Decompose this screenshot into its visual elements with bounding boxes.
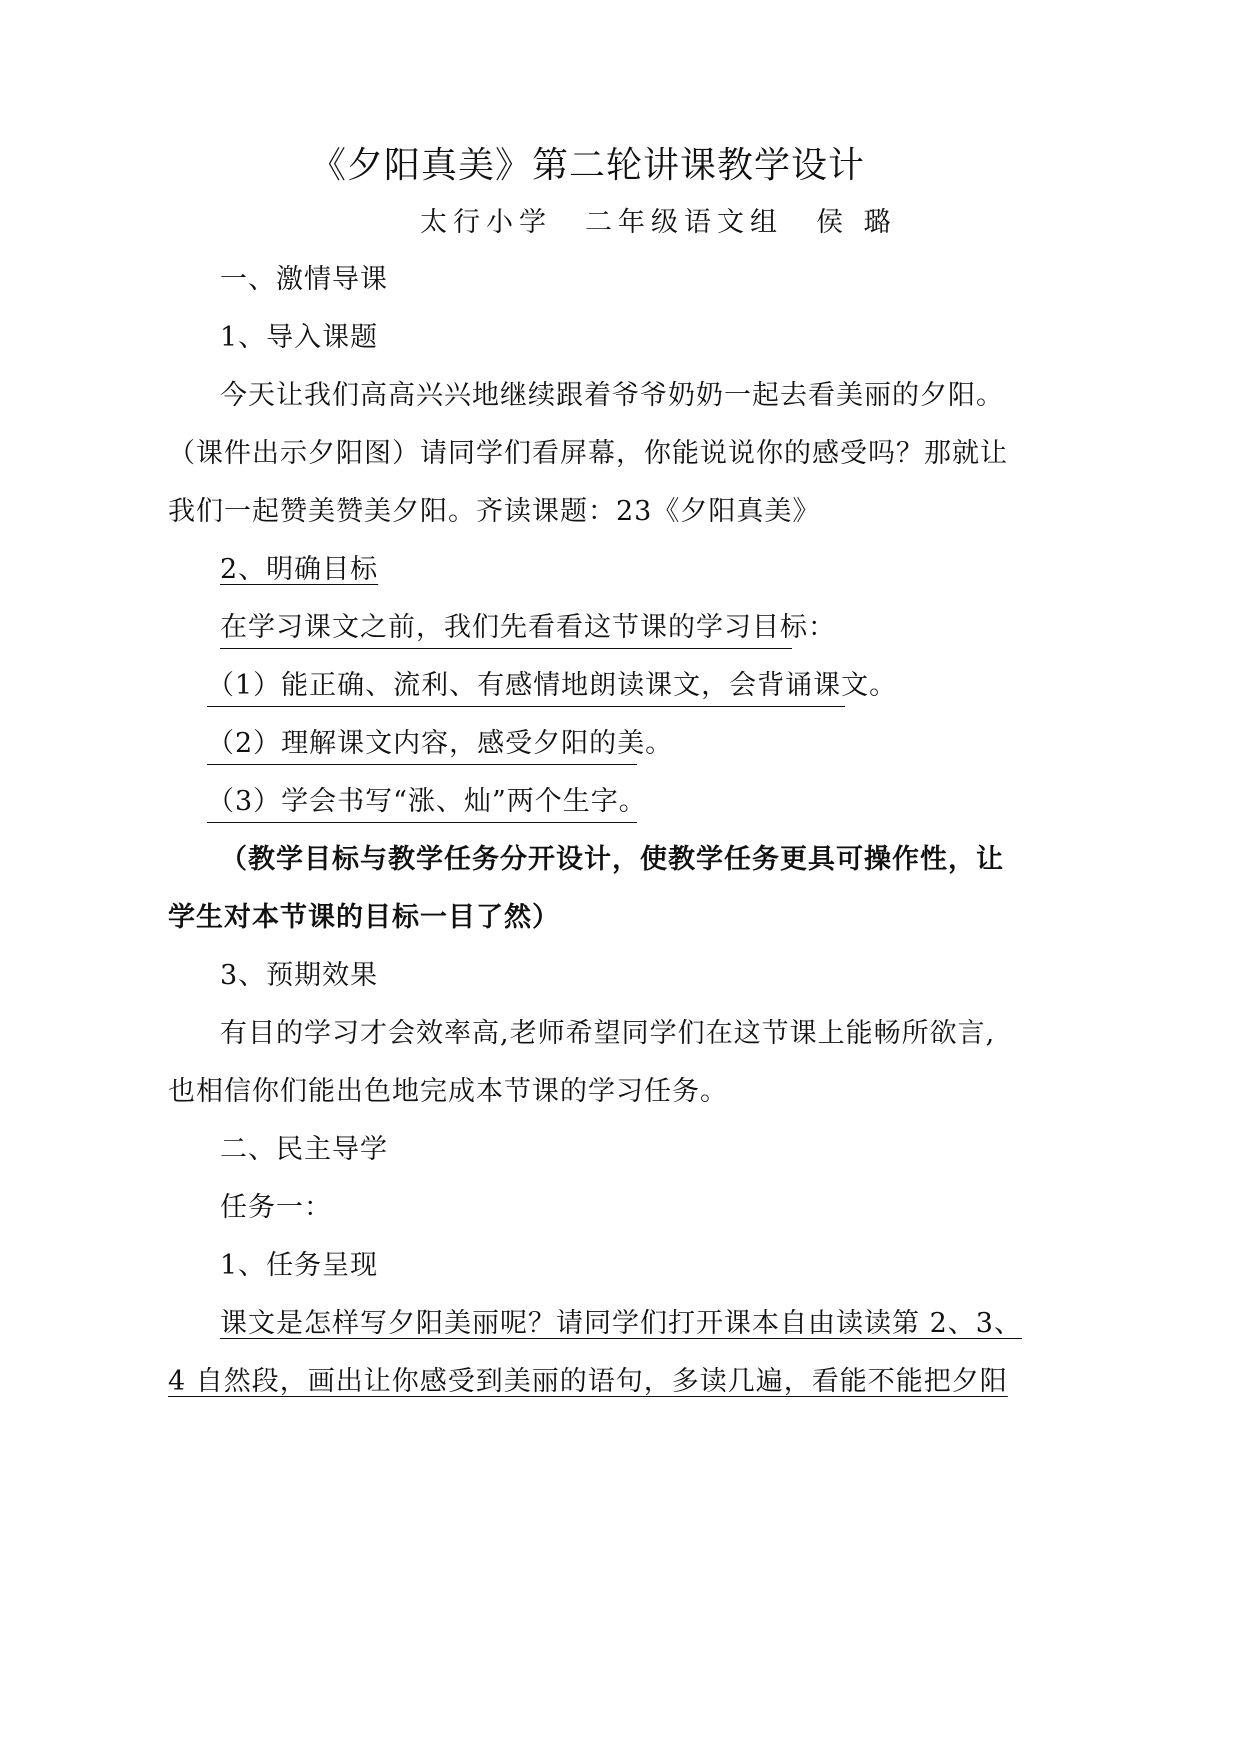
- paragraph-line: 有目的学习才会效率高,老师希望同学们在这节课上能畅所欲言,: [220, 1018, 996, 1049]
- author-line: 太行小学 二年级语文组 侯 璐: [420, 207, 897, 238]
- goal-item-1: （1）能正确、流利、有感情地朗读课文，会背诵课文。: [207, 668, 845, 707]
- subheading-expected-effect: 3、预期效果: [220, 960, 379, 991]
- task-instruction-line: 4 自然段，画出让你感受到美丽的语句，多读几遍，看能不能把夕阳: [168, 1366, 1008, 1397]
- goal-item-3: （3）学会书写“涨、灿”两个生字。: [207, 784, 637, 823]
- paragraph-line: 我们一起赞美赞美夕阳。齐读课题：23《夕阳真美》: [168, 496, 821, 527]
- paragraph-line: 也相信你们能出色地完成本节课的学习任务。: [168, 1076, 728, 1107]
- design-note: （教学目标与教学任务分开设计，使教学任务更具可操作性，让: [220, 844, 1004, 875]
- goal-item-2: （2）理解课文内容，感受夕阳的美。: [207, 726, 637, 765]
- section-heading-2: 二、民主导学: [220, 1134, 388, 1165]
- subheading-goals: 2、明确目标: [220, 554, 379, 585]
- design-note: 学生对本节课的目标一目了然）: [168, 902, 560, 933]
- task-instruction-line: 课文是怎样写夕阳美丽呢？请同学们打开课本自由读读第 2、3、: [220, 1308, 1022, 1339]
- section-heading-1: 一、激情导课: [220, 264, 388, 295]
- paragraph-line: （课件出示夕阳图）请同学们看屏幕，你能说说你的感受吗？那就让: [168, 438, 1008, 469]
- goals-intro: 在学习课文之前，我们先看看这节课的学习目标：: [220, 610, 792, 649]
- paragraph-line: 今天让我们高高兴兴地继续跟着爷爷奶奶一起去看美丽的夕阳。: [220, 380, 1004, 411]
- subheading-import-topic: 1、导入课题: [220, 322, 379, 353]
- document-title: 《夕阳真美》第二轮讲课教学设计: [310, 145, 866, 186]
- subheading-task-presentation: 1、任务呈现: [220, 1250, 379, 1281]
- task-heading: 任务一：: [220, 1192, 332, 1223]
